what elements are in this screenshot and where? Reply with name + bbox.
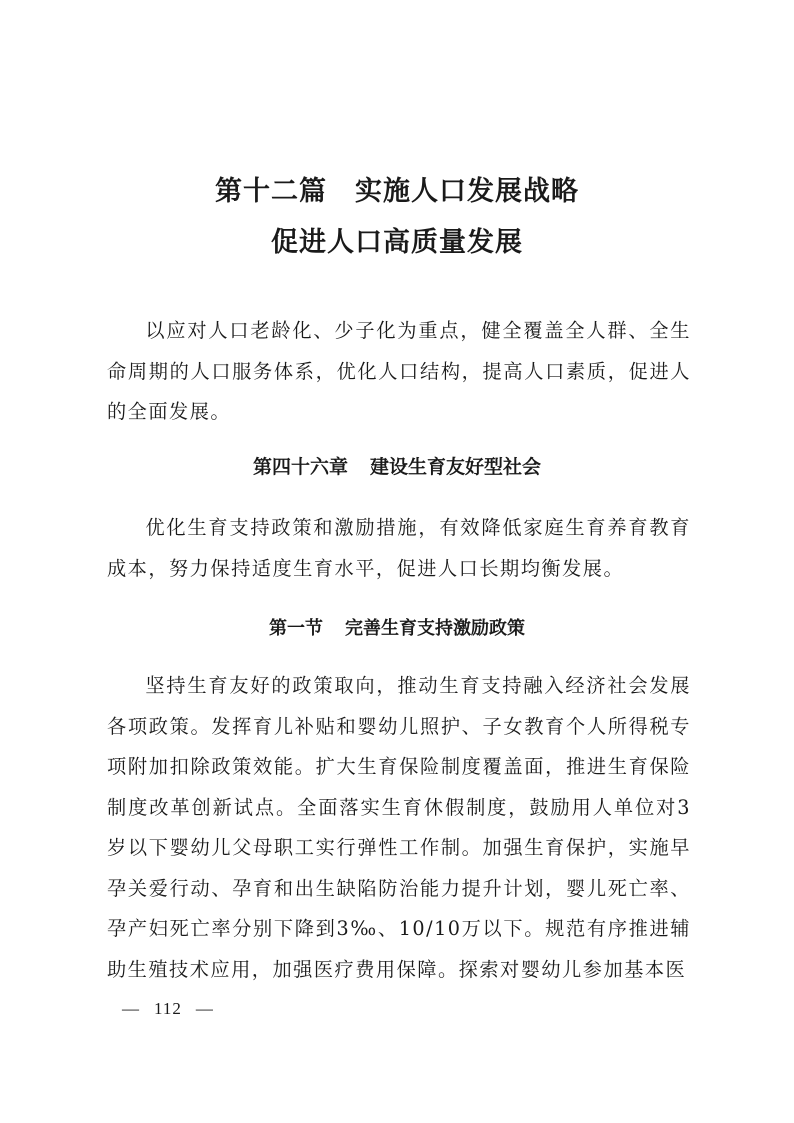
footer-dash-left: — — [122, 999, 140, 1018]
intro-paragraph: 以应对人口老龄化、少子化为重点，健全覆盖全人群、全生命周期的人口服务体系，优化人口结构，提高人口素质，促进人的全面发展。 — [107, 319, 691, 423]
part-subtitle: 促进人口高质量发展 — [271, 227, 523, 258]
part-number: 第十二篇 — [215, 176, 327, 207]
chapter-heading — [0, 458, 794, 477]
part-title: 实施人口发展战略 — [355, 176, 579, 207]
section-body-paragraph: 坚持生育友好的政策取向，推动生育支持融入经济社会发展各项政策。发挥育儿补贴和婴幼儿照护、子女教育个人所得税专项附加扣除政策效能。扩大生育保险制度覆盖面，推进生育保险制度改革创新试点。全面落实生育休假制度，鼓励用人单位对3岁以下婴幼儿父母职工实行弹性工作制。加强生育保护，实施早孕关爱行动、孕育和出生缺陷防治能力提升计划，婴儿死亡率、孕产妇死亡率分别下降到3‰、10/10万以下。规范有序推进辅助生殖技术应用，加强医疗费用保障。探索对婴幼儿参加基本医 — [107, 674, 691, 981]
section-number: 第一节 — [269, 618, 323, 639]
section-heading — [0, 620, 794, 638]
chapter-title: 建设生育友好型社会 — [370, 456, 542, 478]
section-title: 完善生育支持激励政策 — [345, 618, 525, 639]
page-number: 112 — [154, 999, 182, 1018]
part-heading — [0, 178, 794, 205]
footer-dash-right: — — [195, 999, 214, 1018]
chapter-intro-paragraph: 优化生育支持政策和激励措施，有效降低家庭生育养育教育成本，努力保持适度生育水平，促进人口长期均衡发展。 — [107, 516, 691, 580]
chapter-number: 第四十六章 — [252, 456, 348, 478]
page-footer — [122, 1000, 214, 1017]
